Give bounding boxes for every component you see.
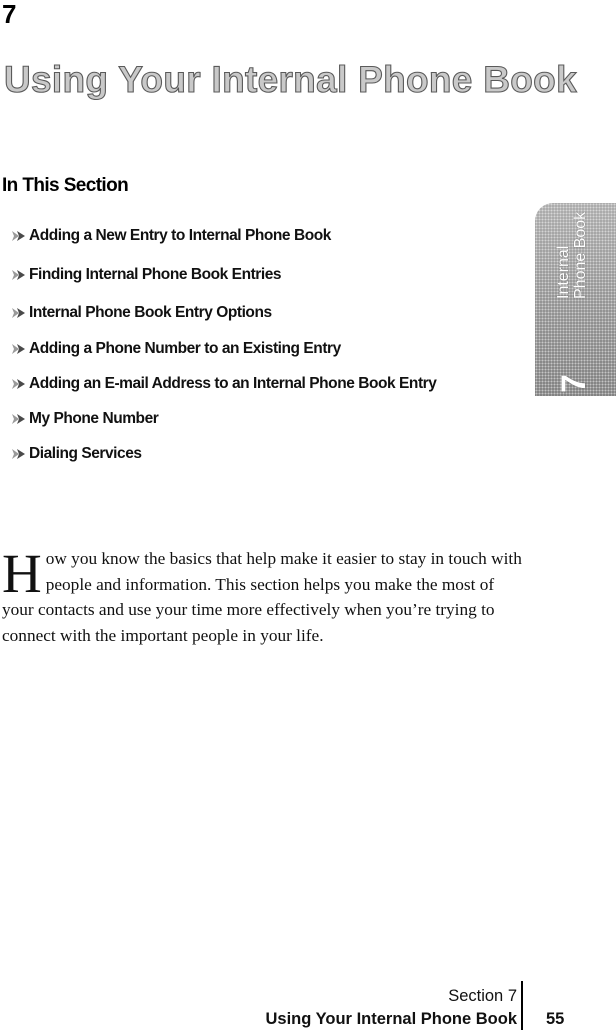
list-item bbox=[10, 372, 436, 396]
arrow-bullet-icon bbox=[10, 342, 28, 356]
arrow-bullet-icon bbox=[10, 377, 28, 391]
list-item-label: Internal Phone Book Entry Options bbox=[29, 304, 272, 321]
list-item bbox=[10, 407, 158, 431]
list-item bbox=[10, 301, 272, 325]
page-number: 55 bbox=[546, 1010, 565, 1028]
list-item bbox=[10, 263, 281, 287]
arrow-bullet-icon bbox=[10, 412, 28, 426]
list-item bbox=[10, 224, 331, 248]
arrow-bullet-icon bbox=[10, 306, 28, 320]
list-item-label: Dialing Services bbox=[29, 445, 142, 462]
list-item-label: My Phone Number bbox=[29, 410, 159, 427]
list-item bbox=[10, 442, 142, 466]
intro-paragraph bbox=[2, 543, 522, 648]
intro-text: ow you know the basics that help make it easier to stay in touch with people and information. This section helps you make the most of your contacts and use your time more effectively when you’re trying to connect with the important people in your life. bbox=[2, 549, 522, 645]
list-item-label: Adding an E-mail Address to an Internal Phone Book Entry bbox=[29, 375, 437, 392]
in-this-section-heading: In This Section bbox=[2, 175, 129, 196]
drop-cap: H bbox=[2, 543, 42, 604]
arrow-bullet-icon bbox=[10, 229, 28, 243]
chapter-title: Using Your Internal Phone Book bbox=[4, 59, 577, 100]
section-number: 7 bbox=[2, 0, 17, 29]
section-side-tab bbox=[535, 203, 616, 396]
list-item bbox=[10, 337, 341, 361]
side-tab-number: 7 bbox=[555, 374, 593, 393]
list-item-label: Adding a New Entry to Internal Phone Book bbox=[29, 227, 331, 244]
footer-divider bbox=[521, 981, 523, 1030]
footer-chapter-title: Using Your Internal Phone Book bbox=[265, 1010, 517, 1028]
arrow-bullet-icon bbox=[10, 447, 28, 461]
list-item-label: Finding Internal Phone Book Entries bbox=[29, 266, 282, 283]
footer-section-label: Section 7 bbox=[448, 987, 517, 1005]
list-item-label: Adding a Phone Number to an Existing Entry bbox=[29, 340, 341, 357]
arrow-bullet-icon bbox=[10, 268, 28, 282]
side-tab-label: Internal Phone Book bbox=[555, 211, 589, 299]
